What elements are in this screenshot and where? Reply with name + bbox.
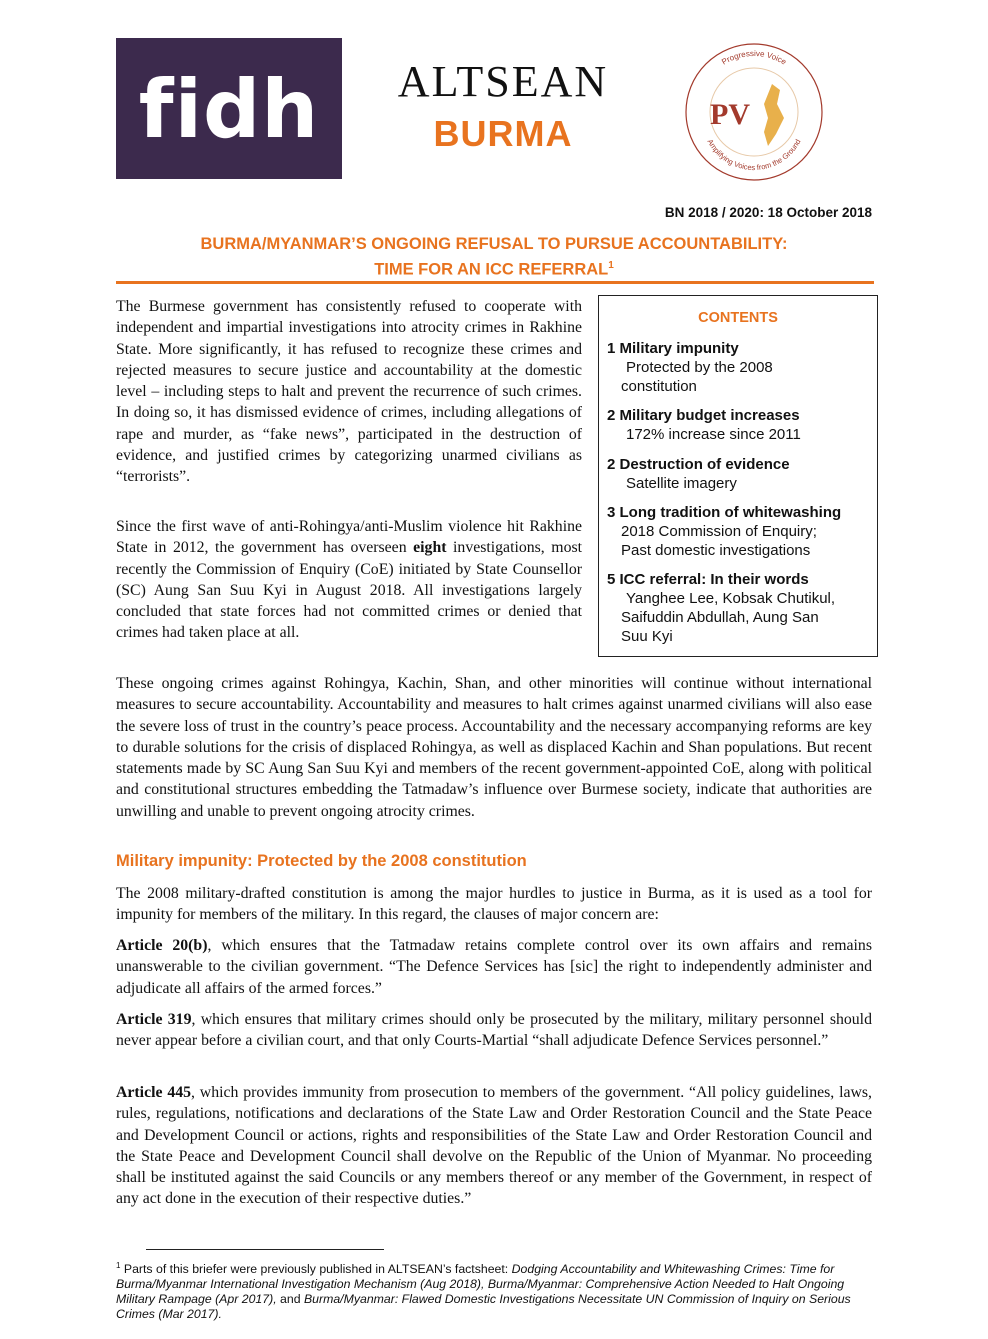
title-line-1: BURMA/MYANMAR’S ONGOING REFUSAL TO PURSUE ACCOUNTABILITY: (200, 235, 788, 253)
title-divider (116, 281, 874, 284)
pv-ring-bottom-text: Amplifying Voices from the Ground (705, 137, 803, 173)
footnote-connector: and (276, 1292, 304, 1307)
article-text: , which provides immunity from prosecution to members of the government. “All policy guidelines, laws, rules, regulations, notifications and declarations of the State Law and Order Restoration Council and the State Peace and Development Council or actions, rights and responsibilities of the State Law and Order Restoration Council and the State Peace and Development Council shall devolve on the Republic of the Union of Myanmar. No proceeding shall be instituted against the said Councils or any members thereof or any member of the Government, in respect of any act done in the execution of their respective duties.” (116, 1084, 872, 1208)
contents-item-subtitle: 2018 Commission of Enquiry; (621, 523, 817, 540)
contents-item-subtitle: constitution (621, 378, 697, 395)
contents-item[interactable] (607, 570, 871, 646)
contents-item-subtitle: Yanghee Lee, Kobsak Chutikul, (626, 590, 836, 607)
contents-item-subtitle: Satellite imagery (626, 475, 737, 492)
contents-item-subtitle: Saifuddin Abdullah, Aung San (621, 609, 819, 626)
fidh-logo-text: fidh (138, 63, 320, 156)
altsean-logo-text: ALTSEAN (397, 57, 609, 106)
footnote-reference[interactable]: 1 (608, 260, 614, 271)
contents-item-heading: 1 Military impunity (607, 340, 739, 357)
contents-item[interactable] (607, 406, 871, 444)
footnote (116, 1258, 876, 1322)
progressive-voice-logo (676, 34, 832, 190)
contents-item-heading: 2 Destruction of evidence (607, 456, 790, 473)
article-paragraph (116, 935, 872, 999)
contents-item-subtitle: Suu Kyi (621, 628, 673, 645)
footnote-lead: Parts of this briefer were previously published in ALTSEAN’s factsheet: (120, 1262, 512, 1277)
intro-paragraph-1: The Burmese government has consistently refused to cooperate with independent and impartial investigations into atrocity crimes in Rakhine State. More significantly, it has refused to recognize these crimes and rejected measures to secure justice and accountability at the domestic level – including steps to halt and prevent the recurrence of such crimes. In doing so, it has dismissed evidence of crimes, including allegations of rape and murder, as “fake news”, participated in the destruction of evidence, and justified crimes by categorizing unarmed civilians as “terrorists”. (116, 298, 582, 486)
contents-box (598, 295, 878, 657)
contents-item-heading: 5 ICC referral: In their words (607, 571, 809, 588)
contents-item[interactable] (607, 455, 871, 493)
contents-item-subtitle: Past domestic investigations (621, 542, 811, 559)
article-paragraph (116, 1009, 872, 1052)
intro-paragraph-2-start: Since the first wave of anti-Rohingya/anti-Muslim violence hit Rakhine State in 2012, the government has overseen (116, 518, 582, 557)
contents-item-subtitle: 172% increase since 2011 (626, 426, 801, 443)
contents-item-subtitle: Protected by the 2008 (626, 359, 773, 376)
intro-paragraph-3: These ongoing crimes against Rohingya, Kachin, Shan, and other minorities will continue without international measures to secure accountability. Accountability and measures to halt crimes against unarmed civilians will also ease the severe loss of trust in the country’s peace process. Accountability and the necessary accompanying reforms are key to durable solutions for the crisis of displaced Rohingya, as well as displaced Kachin and Shan populations. But recent statements made by SC Aung San Suu Kyi and members of the recent government-appointed CoE, along with political and constitutional structures embedding the Tatmadaw’s influence over Burmese society, indicate that authorities are unwilling and unable to prevent ongoing atrocity crimes. (116, 675, 872, 820)
intro-paragraph-2 (116, 516, 582, 644)
article-label: Article 445 (116, 1084, 192, 1101)
footnote-reference-title: Dodging Accountability and Whitewashing Crimes: Time for Burma/Myanmar International Investigation Mechanism (Aug 2018), Burma/Myanmar: Comprehensive Action Needed to Halt Ongoing Military Rampage (Apr 2017), (116, 1262, 845, 1307)
article-text: , which ensures that military crimes should only be prosecuted by the military, military personnel should never appear before a civilian court, and that only Courts-Martial “shall adjudicate Defence Services personnel.” (116, 1011, 872, 1050)
article-text: , which ensures that the Tatmadaw retains complete control over its own affairs and remains unanswerable to the civilian government. “The Defence Services has [sic] the right to independently administer and adjudicate all affairs of the armed forces.” (116, 937, 872, 997)
contents-item[interactable] (607, 503, 871, 560)
article-label: Article 20(b) (116, 937, 208, 954)
footnote-marker: 1 (116, 1261, 121, 1270)
section-heading: Military impunity: Protected by the 2008 constitution (116, 852, 527, 870)
fidh-logo (116, 38, 342, 179)
intro-paragraph-2-emphasis: eight (413, 539, 447, 557)
title-line-2 (116, 255, 872, 281)
pv-ring-top-text: Progressive Voice (720, 48, 788, 67)
contents-item-heading: 3 Long tradition of whitewashing (607, 504, 842, 521)
intro-paragraph-2-end: investigations, most recently the Commission of Enquiry (CoE) initiated by State Counsellor (SC) Aung San Suu Kyi in August 2018. All investigations largely concluded that state forces had not committed crimes or denied that crimes had taken place at all. (116, 539, 583, 642)
pv-initials: PV (710, 98, 750, 131)
contents-title: CONTENTS (698, 310, 778, 326)
section-paragraph: The 2008 military-drafted constitution is among the major hurdles to justice in Burma, as it is used as a tool for impunity for members of the military. In this regard, the clauses of major concern are: (116, 885, 872, 924)
footnote-divider (146, 1249, 384, 1250)
article-label: Article 319 (116, 1011, 192, 1028)
burma-logo-text: BURMA (433, 113, 573, 154)
article-paragraph (116, 1082, 872, 1210)
briefing-number: BN 2018 / 2020: 18 October 2018 (664, 205, 872, 220)
page-title (116, 233, 872, 281)
contents-item[interactable] (607, 339, 871, 396)
footnote-reference-title: Burma/Myanmar: Flawed Domestic Investigations Necessitate UN Commission of Inquiry on Serious Crimes (Mar 2017). (116, 1292, 851, 1322)
contents-item-heading: 2 Military budget increases (607, 407, 800, 424)
title-line-2-text: TIME FOR AN ICC REFERRAL (374, 260, 609, 279)
